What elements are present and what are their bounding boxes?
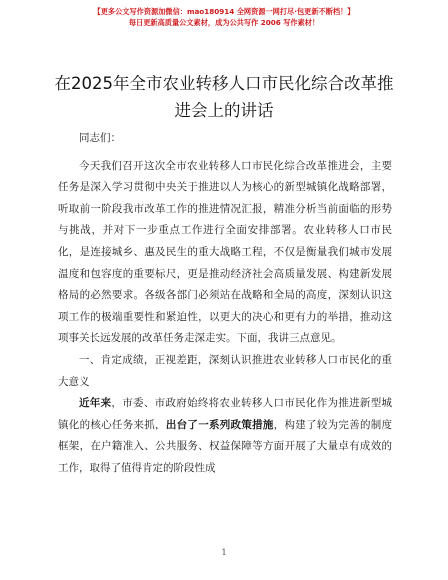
promo-banner-line1: 【更多公文写作资源加微信：mao180914 全网资源一网打尽·包更新不断档！】 — [93, 7, 355, 16]
text-run-1: ，市委、市政府始终将农业转移人口市民化作为推进新型城镇化的核心任务来抓， — [58, 397, 393, 431]
paragraph-intro: 今天我们召开这次全市农业转移人口市民化综合改革推进会，主要任务是深入学习贯彻中央关于推进以人为核心的新型城镇化战略部署，听取前一阶段我市改革工作的推进情况汇报，精准分析当前面临的形势与挑战，并对下一步重点工作进行全面安排部署。农业转移人口市民化，是连接城乡、惠及民生的重大战略工程，不仅是衡量我们城市发展温度和包容度的重要标尺，更是推动经济社会高质量发展、构建新发展格局的必然要求。各级各部门必须站在战略和全局的高度，深刻认识这项工作的极端重要性和紧迫性，以更大的决心和更有力的举措，推动这项事关长远发展的改革任务走深走实。下面，我讲三点意见。 — [58, 159, 392, 345]
bold-lead: 近年来 — [79, 397, 112, 410]
bold-emphasis: 出台了一系列政策措施 — [165, 418, 274, 431]
promo-banner-line2: 每日更新高质量公文素材，成为公共写作 2006 写作素材！ — [128, 18, 320, 27]
document-title: 在2025年全市农业转移人口市民化综合改革推进会上的讲话 — [54, 74, 394, 120]
section-heading-1: 一、肯定成绩，正视差距，深刻认识推进农业转移人口市民化的重大意义 — [58, 353, 392, 388]
document-body — [58, 128, 392, 480]
text-run-2: ，构建了较为完善的制度框架，在户籍准入、公共服务、权益保障等方面开展了大量卓有成效的工作，取得了值得肯定的阶段性成 — [58, 418, 393, 474]
promo-banner — [0, 6, 448, 28]
paragraph-achievements — [58, 393, 392, 479]
salutation: 同志们： — [79, 132, 121, 144]
page-number: 1 — [221, 548, 227, 557]
